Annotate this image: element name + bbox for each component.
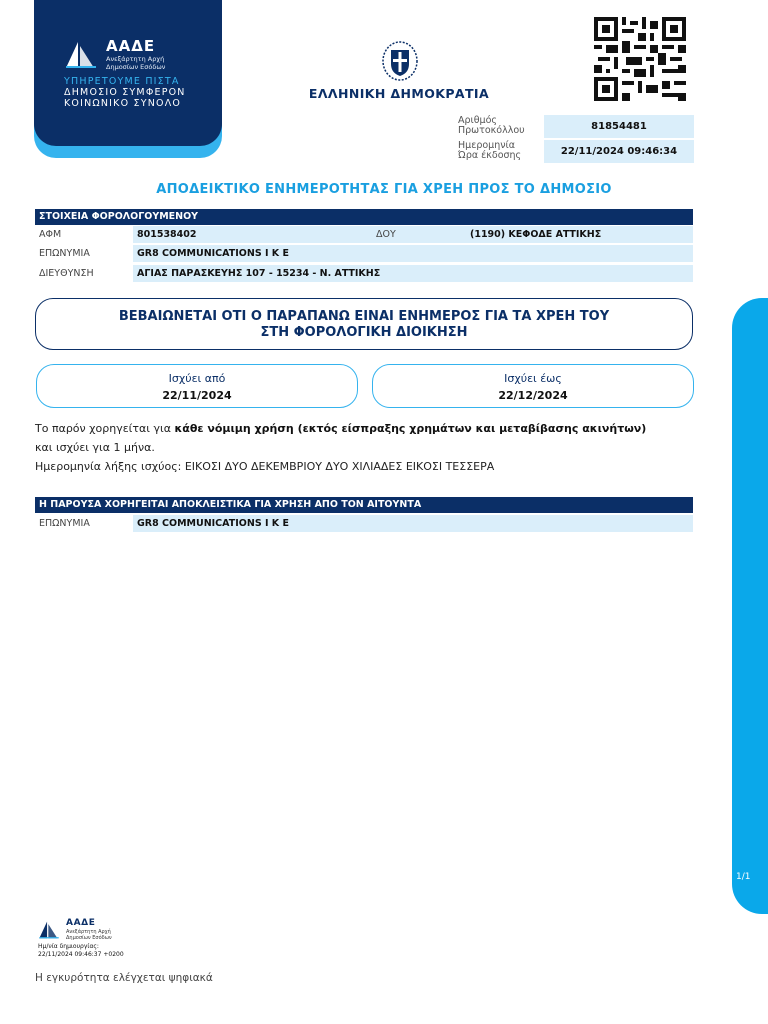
- valid-to-value: 22/12/2024: [498, 389, 568, 402]
- footer-brand-name: ΑΑΔΕ: [66, 918, 96, 928]
- digital-validity-note: Η εγκυρότητα ελέγχεται ψηφιακά: [35, 972, 213, 984]
- motto-line-1: ΥΠΗΡΕΤΟΥΜΕ ΠΙΣΤΑ: [64, 76, 180, 87]
- applicant-name-label: ΕΠΩΝΥΜΙΑ: [35, 515, 133, 532]
- issue-label-line1: Ημερομηνία: [458, 140, 516, 151]
- name-row: [35, 245, 693, 263]
- valid-from-value: 22/11/2024: [162, 389, 232, 402]
- address-value: ΑΓΙΑΣ ΠΑΡΑΣΚΕΥΗΣ 107 - 15234 - Ν. ΑΤΤΙΚΗΣ: [133, 265, 693, 282]
- republic-title: ΕΛΛΗΝΙΚΗ ΔΗΜΟΚΡΑΤΙΑ: [308, 86, 490, 101]
- qr-code-icon[interactable]: [594, 17, 686, 101]
- usage-paragraph: [35, 419, 695, 476]
- brand-panel: [34, 0, 222, 146]
- footer-created: [38, 943, 124, 959]
- usage-line-1: [35, 419, 695, 438]
- brand-subtitle: Ανεξάρτητη Αρχή Δημοσίων Εσόδων: [106, 55, 166, 71]
- footer-brand-subtitle: Ανεξάρτητη Αρχή Δημοσίων Εσόδων: [66, 929, 112, 941]
- motto-line-3: ΚΟΙΝΩΝΙΚΟ ΣΥΝΟΛΟ: [64, 98, 182, 109]
- issue-datetime: 22/11/2024 09:46:34: [544, 140, 694, 163]
- name-label: ΕΠΩΝΥΜΙΑ: [35, 245, 133, 262]
- brand-name: ΑΑΔΕ: [106, 37, 156, 55]
- confirmation-line-1: ΒΕΒΑΙΩΝΕΤΑΙ ΟΤΙ Ο ΠΑΡΑΠΑΝΩ ΕΙΝΑΙ ΕΝΗΜΕΡΟΣ ΓΙΑ ΤΑ ΧΡΕΗ ΤΟΥ: [118, 309, 610, 324]
- address-row: [35, 265, 693, 283]
- protocol-box: [452, 115, 694, 163]
- protocol-label-line2: Πρωτοκόλλου: [458, 125, 525, 136]
- valid-to-box: [372, 364, 694, 408]
- motto-line-2: ΔΗΜΟΣΙΟ ΣΥΜΦΕΡΟΝ: [64, 87, 186, 98]
- document-title: ΑΠΟΔΕΙΚΤΙΚΟ ΕΝΗΜΕΡΟΤΗΤΑΣ ΓΙΑ ΧΡΕΗ ΠΡΟΣ ΤΟ ΔΗΜΟΣΙΟ: [156, 182, 612, 197]
- usage-prefix: Το παρόν χορηγείται για: [35, 422, 175, 435]
- valid-from-box: [36, 364, 358, 408]
- side-decoration: [732, 298, 768, 914]
- name-value: GR8 COMMUNICATIONS I K E: [133, 245, 693, 262]
- applicant-name-row: [35, 515, 693, 533]
- taxpayer-heading: ΣΤΟΙΧΕΙΑ ΦΟΡΟΛΟΓΟΥΜΕΝΟΥ: [35, 209, 693, 225]
- issue-row: [452, 140, 694, 163]
- protocol-number: 81854481: [544, 115, 694, 138]
- confirmation-box: [35, 298, 693, 350]
- created-value: 22/11/2024 09:46:37 +0200: [38, 951, 124, 958]
- created-label: Ημ/νία δημιουργίας:: [38, 943, 99, 950]
- greek-coat-of-arms-icon: [380, 40, 420, 82]
- page-number: 1/1: [736, 872, 751, 882]
- applicant-heading: Η ΠΑΡΟΥΣΑ ΧΟΡΗΓΕΙΤΑΙ ΑΠΟΚΛΕΙΣΤΙΚΑ ΓΙΑ ΧΡΗΣΗ ΑΠΟ ΤΟΝ ΑΙΤΟΥΝΤΑ: [35, 497, 693, 513]
- issue-label-line2: Ώρα έκδοσης: [458, 150, 522, 161]
- applicant-name-value: GR8 COMMUNICATIONS I K E: [133, 515, 693, 532]
- afm-value: 801538402: [133, 226, 370, 243]
- footer-aade-logo-icon: [38, 920, 60, 940]
- protocol-label-line1: Αριθμός: [458, 115, 497, 126]
- afm-label: ΑΦΜ: [35, 226, 133, 243]
- protocol-row: [452, 115, 694, 138]
- brand-motto: [64, 76, 214, 109]
- issue-label: [452, 140, 544, 163]
- aade-logo-icon: [64, 40, 98, 70]
- afm-row: [35, 226, 693, 244]
- valid-to-label: Ισχύει έως: [504, 372, 562, 385]
- address-label: ΔΙΕΥΘΥΝΣΗ: [35, 265, 133, 282]
- doy-value: (1190) ΚΕΦΟΔΕ ΑΤΤΙΚΗΣ: [470, 226, 693, 243]
- valid-from-label: Ισχύει από: [168, 372, 226, 385]
- usage-purpose: κάθε νόμιμη χρήση (εκτός είσπραξης χρημάτων και μεταβίβασης ακινήτων): [174, 422, 647, 435]
- usage-line-2: και ισχύει για 1 μήνα.: [35, 441, 155, 454]
- confirmation-line-2: ΣΤΗ ΦΟΡΟΛΟΓΙΚΗ ΔΙΟΙΚΗΣΗ: [260, 325, 468, 340]
- expiry-text: Ημερομηνία λήξης ισχύος: ΕΙΚΟΣΙ ΔΥΟ ΔΕΚΕΜΒΡΙΟΥ ΔΥΟ ΧΙΛΙΑΔΕΣ ΕΙΚΟΣΙ ΤΕΣΣΕΡΑ: [35, 460, 495, 473]
- doy-label: ΔΟΥ: [370, 226, 470, 243]
- protocol-label: [452, 115, 544, 138]
